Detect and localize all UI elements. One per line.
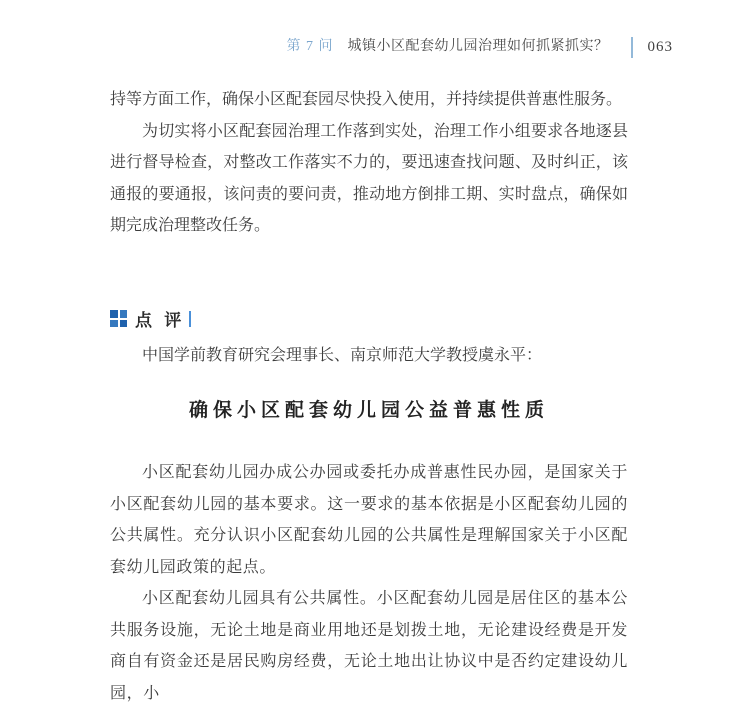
section-tick-bar [189, 311, 191, 327]
commentary-heading: 确保小区配套幼儿园公益普惠性质 [188, 400, 549, 421]
commentary-paragraph: 小区配套幼儿园具有公共属性。小区配套幼儿园是居住区的基本公共服务设施，无论土地是商业用地还是划拨土地，无论建设经费是开发商自有资金还是居民购房经费，无论土地出让协议中是否约定建设幼儿园，小 [110, 590, 628, 702]
question-number-label: 第 7 问 [286, 39, 334, 54]
expert-attribution: 中国学前教育研究会理事长、南京师范大学教授虞永平： [142, 346, 543, 364]
comment-section-marker [110, 308, 628, 330]
four-squares-icon [110, 310, 127, 327]
page-content [110, 84, 628, 709]
body-paragraph: 持等方面工作，确保小区配套园尽快投入使用，并持续提供普惠性服务。 [110, 91, 623, 108]
page-number: 063 [647, 39, 673, 55]
chapter-title: 城镇小区配套幼儿园治理如何抓紧抓实？ [347, 39, 609, 54]
comment-section-label: 点 评 [135, 311, 186, 330]
body-paragraph: 为切实将小区配套园治理工作落到实处，治理工作小组要求各地逐县进行督导检查，对整改工作落实不力的，要迅速查找问题、及时纠正，该通报的要通报，该问责的要问责，推动地方倒排工期、实时盘点，确保如期完成治理整改任务。 [110, 122, 628, 234]
running-header [287, 36, 674, 58]
header-divider-bar [631, 37, 633, 58]
commentary-paragraph: 小区配套幼儿园办成公办园或委托办成普惠性民办园，是国家关于小区配套幼儿园的基本要求。这一要求的基本依据是小区配套幼儿园的公共属性。充分认识小区配套幼儿园的公共属性是理解国家关于小区配套幼儿园政策的起点。 [110, 464, 628, 576]
